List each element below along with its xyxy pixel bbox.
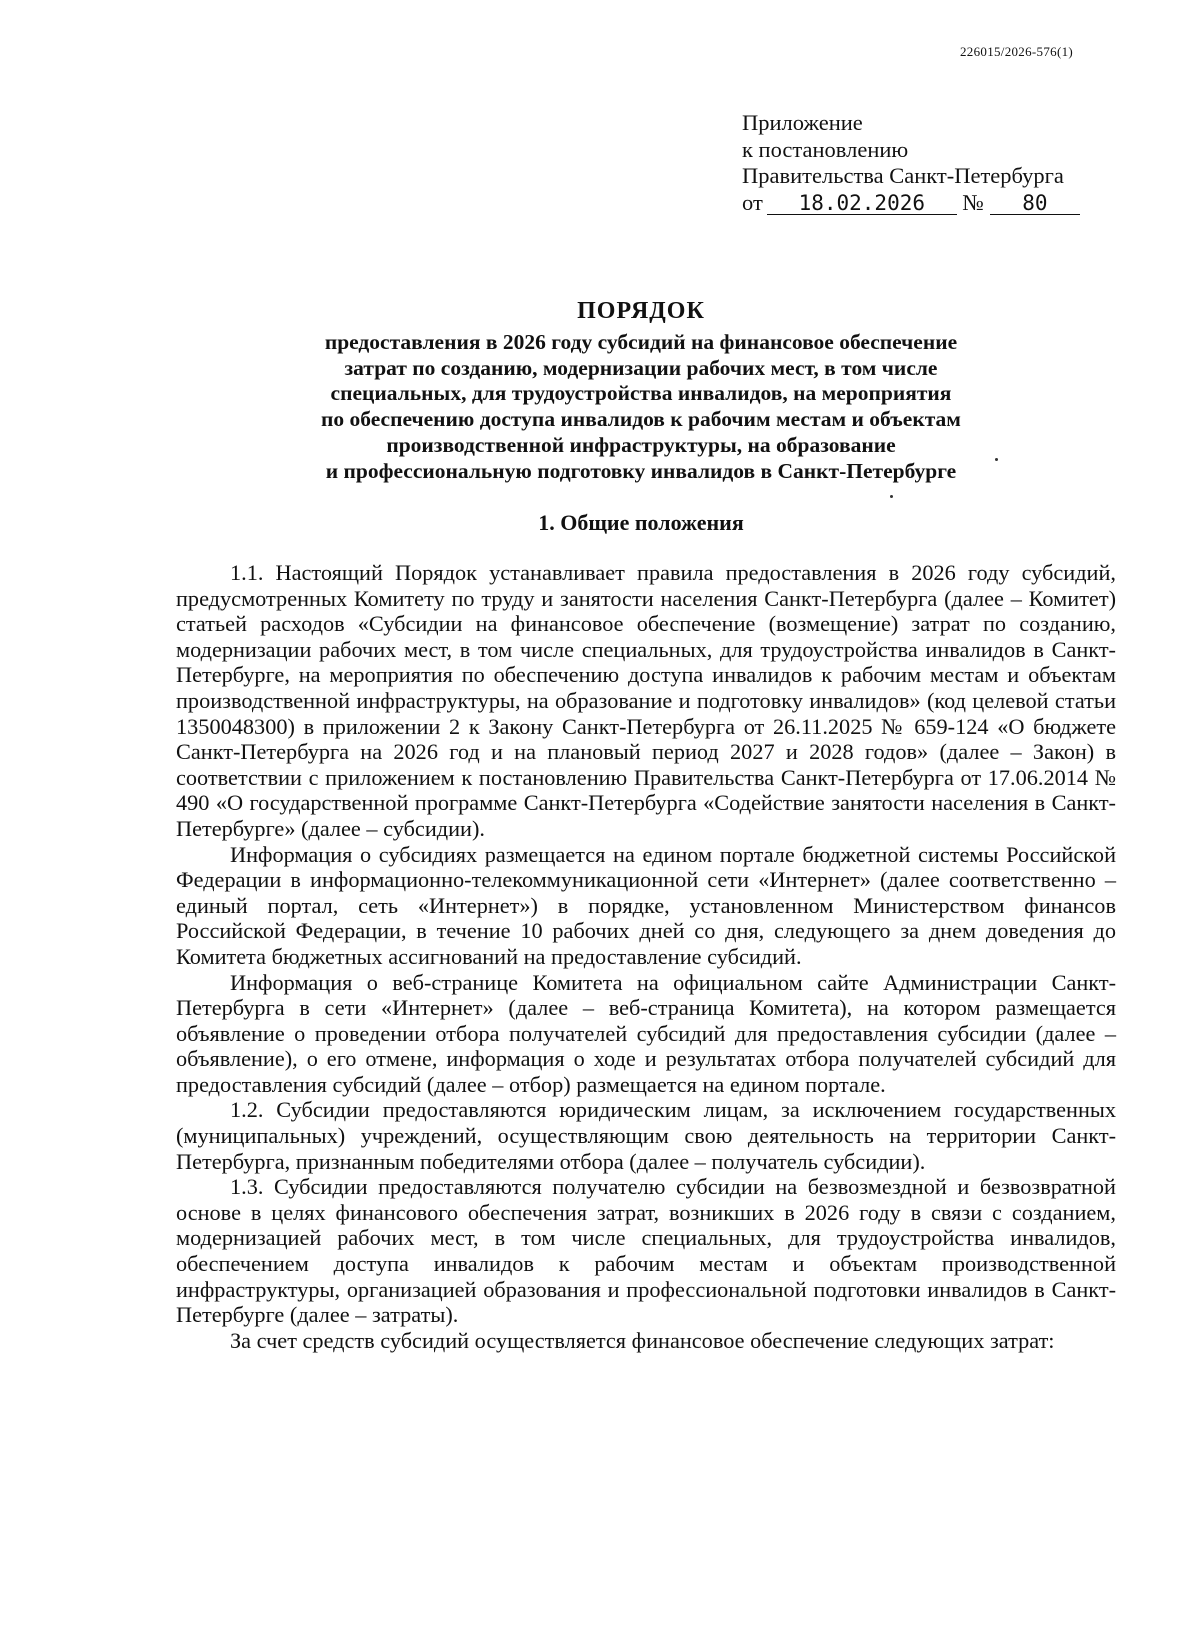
paragraph-expenses-intro: За счет средств субсидий осуществляется финансовое обеспечение следующих затрат: xyxy=(230,1327,1055,1353)
paragraph-1-1: 1.1. Настоящий Порядок устанавливает правила предоставления в 2026 году субсидий, предусмотренных Комитету по труду и занятости населения Санкт-Петербурга (далее – Комитет) статьей расходов «Субсидии на финансовое обеспечение (возмещение) затрат по созданию, модернизации рабочих мест, в том числе специальных, для трудоустройства инвалидов в Санкт-Петербурге, на мероприятия по обеспечению доступа инвалидов к рабочим местам и объектам производственной инфраструктуры, на образование и подготовку инвалидов» (код целевой статьи 1350048300) в приложении 2 к Закону Санкт-Петербурга от 26.11.2025 № 659-124 «О бюджете Санкт-Петербурга на 2026 год и на плановый период 2027 и 2028 годов» (далее – Закон) в соответствии с приложением к постановлению Правительства Санкт-Петербурга от 17.06.2014 № 490 «О государственной программе Санкт-Петербурга «Содействие занятости населения в Санкт-Петербурге» (далее – субсидии). xyxy=(176,560,1116,841)
document-registration-number: 226015/2026-576(1) xyxy=(960,44,1073,59)
scan-speck xyxy=(890,495,893,498)
paragraph-1-3: 1.3. Субсидии предоставляются получателю субсидии на безвозмездной и безвозвратной основе в целях финансового обеспечения затрат, возникших в 2026 году в связи с созданием, модернизацией рабочих мест, в том числе специальных, для трудоустройства инвалидов, обеспечением доступа инвалидов к рабочим местам и объектам производственной инфраструктуры, организацией образования и профессиональной подготовки инвалидов в Санкт-Петербурге (далее – затраты). xyxy=(176,1174,1116,1328)
number-prefix: № xyxy=(962,189,984,215)
resolution-number: 80 xyxy=(990,192,1080,215)
appendix-line-3: Правительства Санкт-Петербурга xyxy=(742,163,1064,188)
paragraph-1-2: 1.2. Субсидии предоставляются юридическим лицам, за исключением государственных (муниципальных) учреждений, осуществляющим свою деятельность на территории Санкт-Петербурга, признанным победителями отбора (далее – получатель субсидии). xyxy=(176,1097,1116,1174)
subtitle-line: специальных, для трудоустройства инвалидов, на мероприятия xyxy=(330,381,952,406)
appendix-date-number-line xyxy=(742,190,1102,217)
subtitle-line: производственной инфраструктуры, на образование xyxy=(386,432,896,457)
scan-top-mark xyxy=(760,0,930,4)
subtitle-line: затрат по созданию, модернизации рабочих мест, в том числе xyxy=(344,355,938,380)
section-1-title: 1. Общие положения xyxy=(538,510,744,535)
appendix-block xyxy=(742,110,1102,216)
date-prefix: от xyxy=(742,189,763,215)
paragraph-portal-info: Информация о субсидиях размещается на едином портале бюджетной системы Российской Федерации в информационно-телекоммуникационной сети «Интернет» (далее соответственно – единый портал, сеть «Интернет») в порядке, установленном Министерством финансов Российской Федерации, в течение 10 рабочих дней со дня, следующего за днем доведения до Комитета бюджетных ассигнований на предоставление субсидий. xyxy=(176,841,1116,969)
subtitle-line: и профессиональную подготовку инвалидов в Санкт-Петербурге xyxy=(325,458,957,483)
scan-speck xyxy=(995,458,998,461)
paragraph-webpage-info: Информация о веб-странице Комитета на официальном сайте Администрации Санкт-Петербурга в сети «Интернет» (далее – веб-страница Комитета), на котором размещается объявление о проведении отбора получателей субсидий для предоставления субсидии (далее – объявление), о его отмене, информация о ходе и результатах отбора получателей субсидий для предоставления субсидий (далее – отбор) размещается на едином портале. xyxy=(176,969,1116,1097)
document-title: ПОРЯДОК xyxy=(577,298,705,324)
subtitle-line: предоставления в 2026 году субсидий на финансовое обеспечение xyxy=(324,330,958,354)
document-body xyxy=(176,560,1116,1353)
resolution-date: 18.02.2026 xyxy=(767,192,957,215)
appendix-line-2: к постановлению xyxy=(742,136,909,162)
subtitle-line: по обеспечению доступа инвалидов к рабочим местам и объектам xyxy=(321,407,961,432)
appendix-line-1: Приложение xyxy=(742,110,863,135)
title-block xyxy=(170,296,1112,484)
document-subtitle xyxy=(170,330,1112,484)
